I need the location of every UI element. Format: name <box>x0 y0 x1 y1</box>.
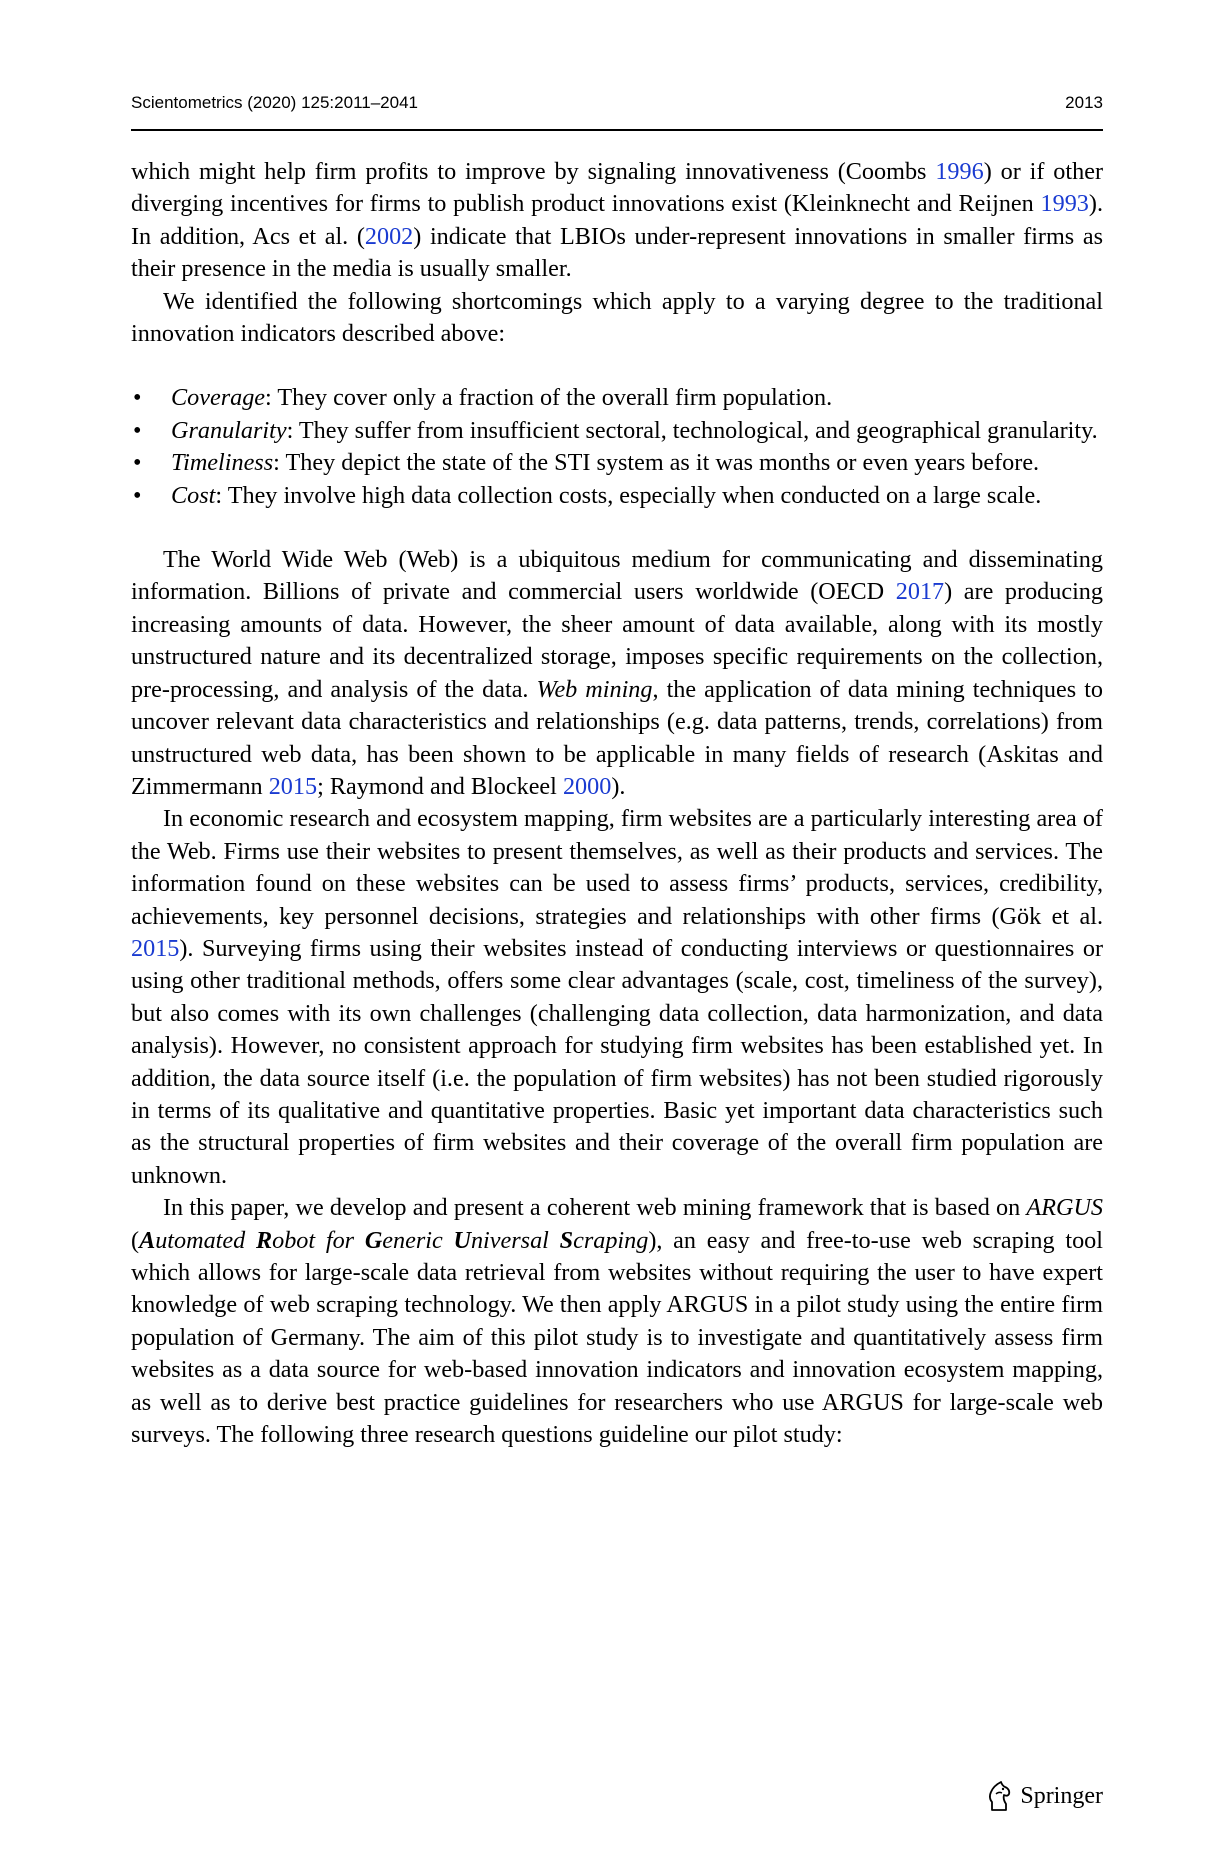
acronym-letter: G <box>364 1226 383 1254</box>
text-run: ) are producing increasing amounts of data. However, the sheer amount of data available, along with its mostly unstructured nature and its decentralized storage, imposes specific requirements on the collection, pre-processing, and analysis of the data. <box>131 578 1103 703</box>
citation-link[interactable]: 2015 <box>268 772 318 800</box>
text-run: obot for <box>272 1226 365 1254</box>
text-run: ) or if other diverging incentives for firms to publish product innovations exist (Kleinknecht and Reijnen <box>131 158 1103 218</box>
text-run: which might help firm profits to improve by signaling innovativeness (Coombs <box>131 158 936 185</box>
acronym-expansion <box>139 1227 648 1254</box>
text-run: eneric <box>382 1226 454 1254</box>
text-run: The World Wide Web (Web) is a ubiquitous medium for communicating and disseminating information. Billions of private and commercial users worldwide (OECD <box>131 546 1103 606</box>
text-run: ). In addition, Acs et al. ( <box>131 190 1103 250</box>
text-run: ). <box>611 772 626 800</box>
acronym-letter: U <box>453 1226 471 1254</box>
acronym-letter: S <box>559 1226 574 1254</box>
springer-horse-icon <box>986 1780 1012 1812</box>
list-text: : They suffer from insufficient sectoral, technological, and geographical granularity. <box>286 416 1098 444</box>
emphasis: Web mining <box>536 675 653 703</box>
list-text: : They depict the state of the STI system as it was months or even years before. <box>273 449 1040 477</box>
journal-citation: Scientometrics (2020) 125:2011–2041 <box>131 93 418 112</box>
shortcomings-list <box>131 382 1103 512</box>
paragraph-2: We identified the following shortcomings which apply to a varying degree to the traditional innovation indicators described above: <box>131 287 1103 348</box>
text-run: , the application of data mining techniques to uncover relevant data characteristics and relationships (e.g. data patterns, trends, correlations) from unstructured web data, has been shown to be applicable in many fields of research (Askitas and Zimmermann <box>131 675 1104 800</box>
text-run: utomated <box>155 1226 256 1254</box>
argus-name: ARGUS <box>1026 1194 1103 1222</box>
text-run: ). Surveying firms using their websites instead of conducting interviews or questionnaires or using other traditional methods, offers some clear advantages (scale, cost, timeliness of the survey), but also comes with its own challenges (challenging data collection, data harmonization, and data analysis). However, no consistent approach for studying firm websites has been established yet. In addition, the data source itself (i.e. the population of firm websites) has not been studied rigorously in terms of its qualitative and quantitative properties. Basic yet important data characteristics such as the structural properties of firm websites and their coverage of the overall firm population are unknown. <box>131 934 1103 1189</box>
list-item <box>131 480 1103 512</box>
acronym-letter: A <box>139 1226 156 1254</box>
bullet-icon: • <box>133 416 142 444</box>
paragraph-3 <box>131 544 1103 803</box>
list-term: Coverage <box>171 384 266 412</box>
text-run: ; Raymond and Blockeel <box>317 772 563 800</box>
text-run: In economic research and ecosystem mapping, firm websites are a particularly interesting area of the Web. Firms use their websites to present themselves, as well as their products and services. The information found on these websites can be used to assess firms’ products, services, credibility, achievements, key personnel decisions, strategies and relationships with other firms (Gök et al. <box>131 805 1103 930</box>
citation-link[interactable]: 1993 <box>1040 190 1089 218</box>
citation-link[interactable]: 2015 <box>131 934 180 962</box>
list-text: : They involve high data collection costs, especially when conducted on a large scale. <box>215 481 1042 509</box>
citation-link[interactable]: 1996 <box>935 158 984 185</box>
text-run: ) indicate that LBIOs under-represent innovations in smaller firms as their presence in the media is usually smaller. <box>131 222 1103 283</box>
acronym-letter: R <box>255 1226 273 1254</box>
text-run: niversal <box>470 1226 560 1254</box>
paragraph-4 <box>131 803 1103 1192</box>
text-run: ( <box>131 1226 140 1254</box>
list-item <box>131 415 1103 447</box>
paragraph-5 <box>131 1192 1103 1451</box>
citation-link[interactable]: 2002 <box>364 222 414 250</box>
text-run: In this paper, we develop and present a coherent web mining framework that is based on <box>163 1194 1027 1222</box>
citation-link[interactable]: 2000 <box>562 772 612 800</box>
page-number: 2013 <box>1065 93 1103 112</box>
list-term: Timeliness <box>171 449 274 477</box>
bullet-icon: • <box>133 449 142 477</box>
text-run: craping <box>573 1226 649 1254</box>
citation-link[interactable]: 2017 <box>895 578 945 606</box>
text-run: ), an easy and free-to-use web scraping tool which allows for large-scale data retrieval from websites without requiring the user to have expert knowledge of web scraping technology. We then apply ARGUS in a pilot study using the entire firm population of Germany. The aim of this pilot study is to investigate and quantitatively assess firm websites as a data source for web-based innovation indicators and innovation ecosystem mapping, as well as to derive best practice guidelines for researchers who use ARGUS for large-scale web surveys. The following three research questions guideline our pilot study: <box>131 1226 1103 1449</box>
list-text: : They cover only a fraction of the overall firm population. <box>265 384 833 412</box>
bullet-icon: • <box>133 481 142 509</box>
running-header <box>131 93 1103 131</box>
springer-logo <box>986 1778 1103 1814</box>
list-item <box>131 447 1103 479</box>
list-item <box>131 382 1103 414</box>
body-text <box>131 156 1103 1451</box>
paragraph-1 <box>131 156 1103 286</box>
bullet-icon: • <box>133 384 142 412</box>
list-term: Granularity <box>171 416 287 444</box>
list-term: Cost <box>171 481 216 509</box>
publisher-name: Springer <box>1020 1782 1103 1809</box>
